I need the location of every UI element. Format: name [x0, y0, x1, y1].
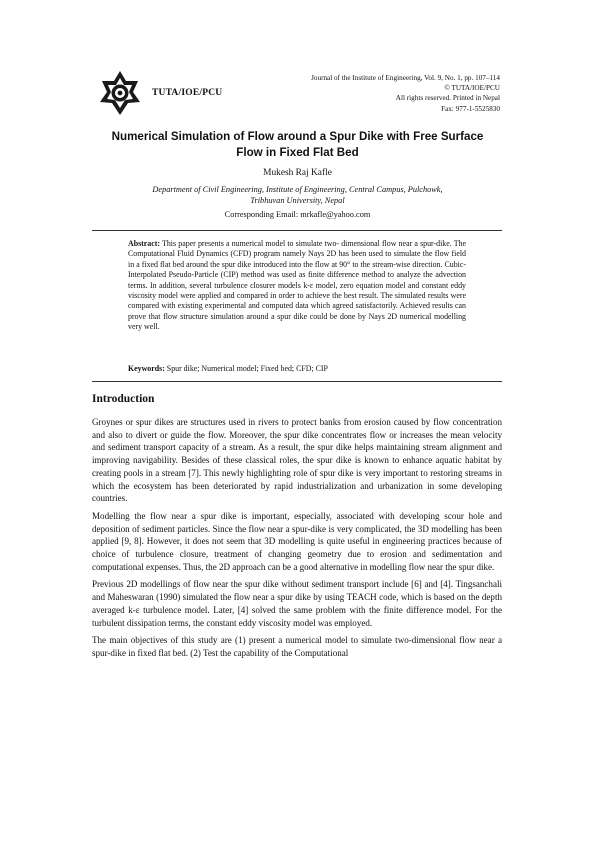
body-paragraph: Groynes or spur dikes are structures used in rivers to protect banks from erosion caused by flow concentration and also to divert or guide the flow. Moreover, the spur dike concentrates flow or increases the mean velocity and sediment transport capacity of a stream. As a result, the spur dike helps maintaining stream alignment and improving navigability. Besides of these classical roles, the spur dike is known to enhance aquatic habitat by creating pools in a stream [7]. This newly highlighting role of spur dike is very important to restoring streams in which the ecosystem has been deteriorated by rapid industrialization and urbanization in some developing countries. [92, 417, 502, 504]
abstract-text: This paper presents a numerical model to simulate two- dimensional flow near a spur-dike. The Computational Fluid Dynamics (CFD) program namely Nays 2D has been used to simulate the flow field in a fixed flat bed around the spur dike introduced into the flow at 90° to the stream-wise direction. Cubic-Interpolated Pseudo-Particle (CIP) method was used as finite difference method to analyze the advection terms. In addition, several turbulence closurer models k-ε model, zero equation model and constant eddy viscosity model were applied and compared in order to achieve the best result. The simulated results were compared with existing experimental and computed data which agreed satisfactorily. Achieved results can prove that flow structure simulation around a spur dike could be done by Nays 2D numerical modelling very well. [128, 239, 466, 332]
journal-fax: Fax: 977-1-5525830 [441, 104, 500, 113]
section-heading-introduction: Introduction [92, 393, 155, 405]
institute-logo-icon [97, 70, 143, 116]
keywords-text: Spur dike; Numerical model; Fixed bed; CFD; CIP [164, 364, 328, 373]
abstract [128, 239, 466, 333]
organization-name: TUTA/IOE/PCU [152, 88, 223, 98]
paper-title: Numerical Simulation of Flow around a Spur Dike with Free Surface Flow in Fixed Flat Bed [111, 130, 484, 159]
journal-copyright: © TUTA/IOE/PCU [444, 84, 500, 93]
abstract-label: Abstract: [128, 239, 160, 248]
body-paragraph: Modelling the flow near a spur dike is important, especially, associated with developing scour hole and deposition of sediment particles. Since the flow near a spur-dike is very complicated, the 3D modelling has been applied [9, 8]. However, it does not seem that 3D modelling is quite useful in engineering practices because of choice of turbulence closure, treatment of changing geometry due to erosion and sedimentation and computational expenses. Thus, the 2D approach can be a good alternative in modelling flow near the spur dike. [92, 510, 502, 572]
abstract-bottom-rule [92, 381, 502, 382]
corresponding-email: Corresponding Email: mrkafle@yahoo.com [224, 210, 371, 219]
journal-rights: All rights reserved. Printed in Nepal [395, 94, 500, 103]
journal-citation: Journal of the Institute of Engineering, Vol. 9, No. 1, pp. 107–114 [311, 74, 500, 82]
author-affiliation: Department of Civil Engineering, Institute of Engineering, Central Campus, Pulchowk, Tribhuvan University, Nepal [152, 185, 443, 205]
body-paragraph: The main objectives of this study are (1) present a numerical model to simulate two-dimensional flow near a spur-dike in fixed flat bed. (2) Test the capability of the Computational [92, 635, 502, 658]
introduction-body [92, 416, 502, 665]
keywords [128, 364, 466, 373]
abstract-top-rule [92, 230, 502, 231]
body-paragraph: Previous 2D modellings of flow near the spur dike without sediment transport include [6] and [4]. Tingsanchali and Maheswaran (1990) simulated the flow near a spur dike by using TEACH code, which is based on the depth averaged k-ε turbulence model. Later, [4] solved the same problem with the finite difference model. For the turbulent dissipation terms, the constant eddy viscosity model was employed. [92, 579, 502, 628]
author-name: Mukesh Raj Kafle [263, 168, 332, 178]
journal-info [311, 73, 500, 114]
keywords-label: Keywords: [128, 364, 165, 373]
